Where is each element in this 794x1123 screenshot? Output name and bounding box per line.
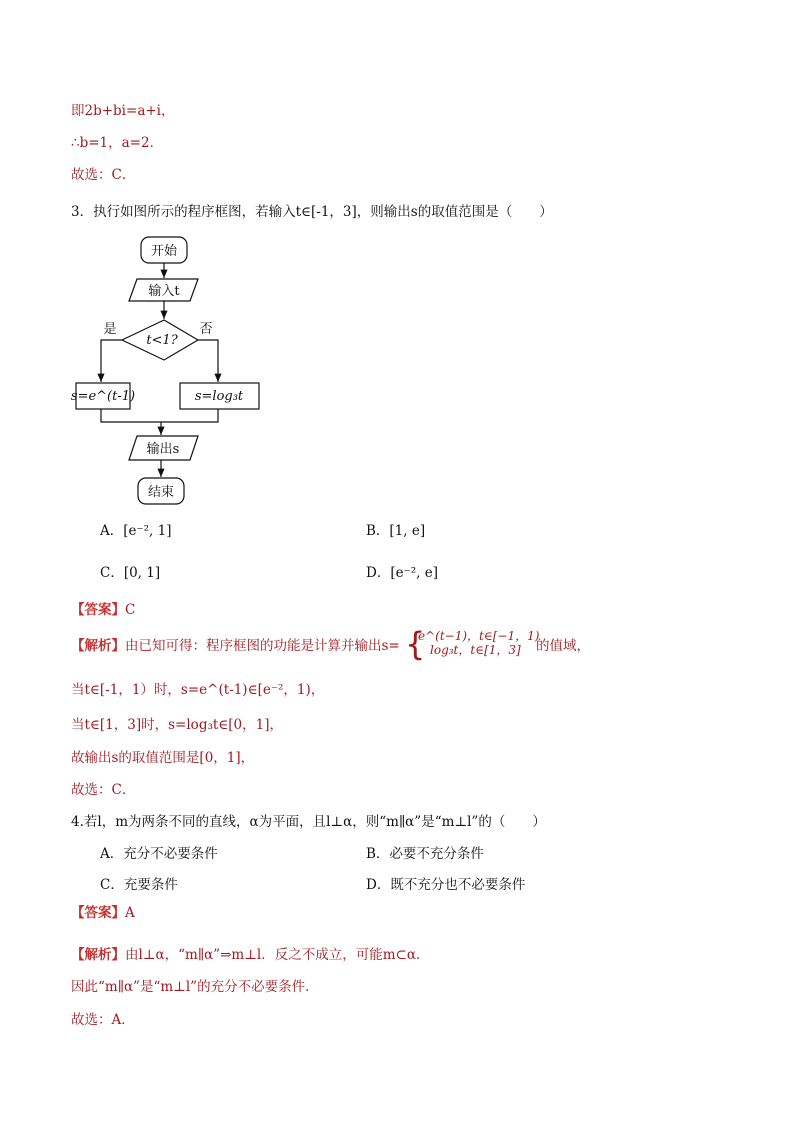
q3-option-b: B．[1, e] [366,523,426,539]
q3-analysis-l2: 当t∈[1，3]时，s=log₃t∈[0，1]， [71,717,283,733]
q3-stem: 3．执行如图所示的程序框图，若输入t∈[-1，3]，则输出s的取值范围是（ ） [71,204,553,220]
q4-analysis-l2: 因此“m∥α”是“m⊥l”的充分不必要条件． [71,979,319,995]
flow-end-label: 结束 [147,485,175,500]
q4-option-b: B．必要不充分条件 [366,846,484,862]
prev-line-1: 即2b+bi=a+i， [71,103,175,119]
q4-option-d: D．既不充分也不必要条件 [366,877,526,893]
flow-no-label: 否 [199,322,213,337]
flow-start-label: 开始 [150,244,178,259]
prev-line-2: ∴b=1，a=2． [71,135,164,151]
q3-analysis-tag: 【解析】 [71,638,125,654]
flow-right-label: s=log₃t [194,389,244,404]
q3-answer [71,601,135,619]
q3-option-c: C．[0, 1] [100,565,161,581]
q4-answer-tag: 【答案】 [71,905,125,921]
q3-analysis-l4: 故选：C． [71,782,136,798]
flow-output-label: 输出s [146,442,180,457]
q4-analysis-line [71,946,429,964]
q3-option-a: A．[e⁻², 1] [100,523,172,539]
q4-answer [71,904,135,922]
q3-analysis-l1: 当t∈[-1，1）时，s=e^(t-1)∈[e⁻²，1)， [71,682,325,698]
q3-piecewise-brace: { [405,625,426,663]
q4-option-a: A．充分不必要条件 [100,846,218,862]
q3-analysis-pre: 由已知可得：程序框图的功能是计算并输出s= [125,638,400,654]
q3-analysis-l3: 故输出s的取值范围是[0，1]， [71,750,255,766]
q4-answer-value: A [125,905,135,921]
q3-piece-2: log₃t，t∈[1，3] [430,643,521,657]
q4-analysis-tag: 【解析】 [71,947,125,963]
q4-analysis-l1: 由l⊥α，“m∥α”⇒m⊥l．反之不成立，可能m⊂α． [125,947,430,963]
q3-piece-1: e^(t−1)，t∈[−1，1) [418,629,540,643]
flow-condition-label: t<1? [146,333,178,348]
q3-answer-tag: 【答案】 [71,602,125,618]
q3-analysis-post: 的值域， [536,638,590,654]
prev-line-3: 故选：C． [71,167,136,183]
flow-yes-label: 是 [103,322,117,337]
flow-left-label: s=e^(t-1) [70,389,136,404]
q4-stem: 4.若l，m为两条不同的直线，α为平面，且l⊥α，则“m∥α”是“m⊥l”的（ ） [71,814,546,830]
q3-analysis-line [71,637,400,655]
q4-option-c: C．充要条件 [100,877,178,893]
q4-analysis-l3: 故选：A． [71,1012,135,1028]
q3-option-d: D．[e⁻², e] [366,565,438,581]
q3-answer-value: C [125,602,136,618]
flowchart [70,234,270,506]
flow-input-label: 输入t [148,284,180,299]
